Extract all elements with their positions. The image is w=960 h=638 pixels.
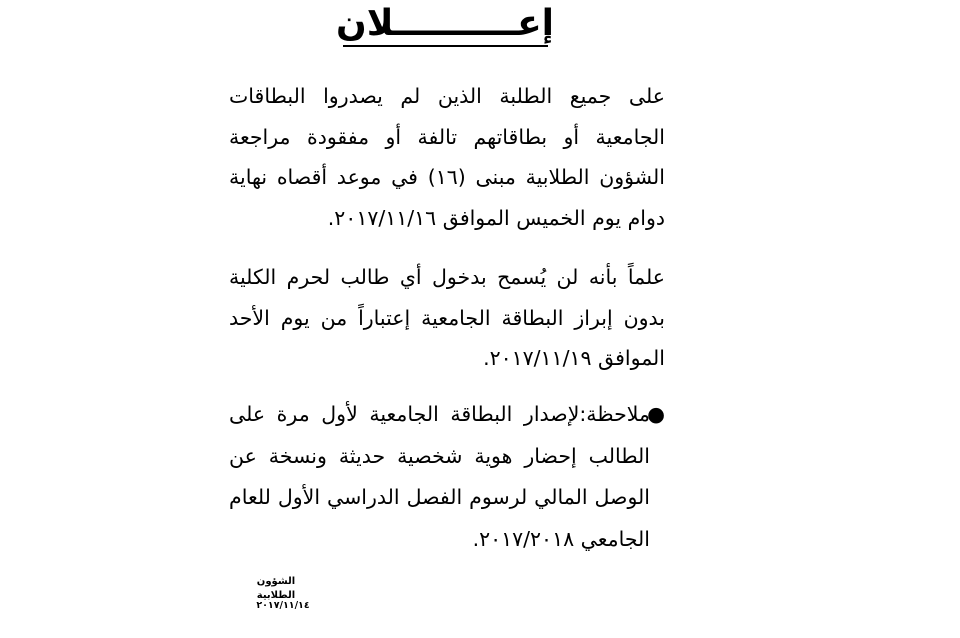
signature-date: ٢٠١٧/١١/١٤ <box>256 600 310 611</box>
note-section <box>229 394 665 560</box>
title-underline <box>343 45 548 47</box>
announcement-paragraph-1: على جميع الطلبة الذين لم يصدروا البطاقات الجامعية أو بطاقاتهم تالفة أو مفقودة مراجعة الشؤون الطلابية مبنى (١٦) في موعد أقصاه نهاية دوام يوم الخميس الموافق ٢٠١٧/١١/١٦. <box>229 84 665 230</box>
note-text: ملاحظة:لإصدار البطاقة الجامعية لأول مرة على الطالب إحضار هوية شخصية حديثة ونسخة عن الوصل المالي لرسوم الفصل الدراسي الأول للعام الجامعي ٢٠١٧/٢٠١٨. <box>229 402 650 551</box>
signature-label: الشؤون الطلابية <box>256 576 296 601</box>
announcement-title: إعــــــــــلان <box>335 3 555 44</box>
bullet-icon: ● <box>647 402 665 426</box>
announcement-paragraph-2: علماً بأنه لن يُسمح بدخول أي طالب لحرم الكلية بدون إبراز البطاقة الجامعية إعتباراً من يوم الأحد الموافق ٢٠١٧/١١/١٩. <box>229 265 665 370</box>
